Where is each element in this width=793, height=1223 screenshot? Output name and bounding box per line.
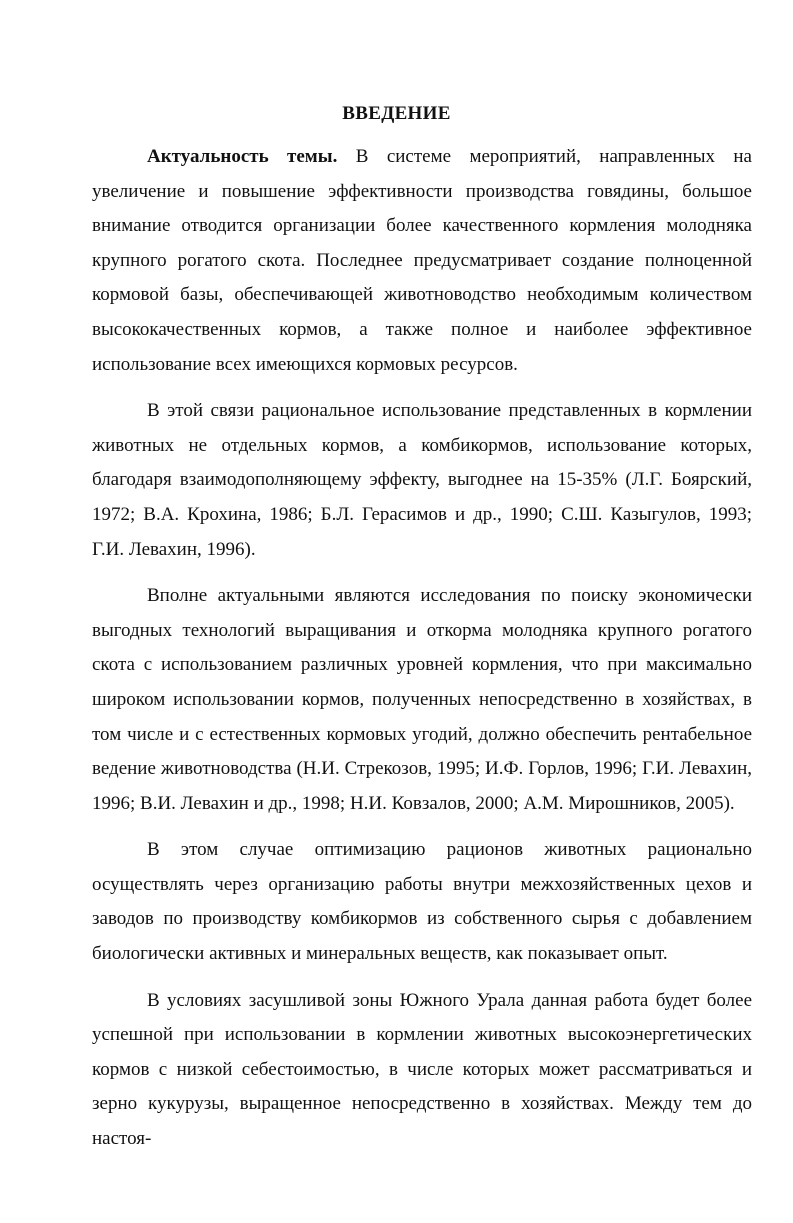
paragraph-text: Вполне актуальными являются исследования по поиску экономически выгодных технологий выращивания и откорма молодняка крупного рогатого скота с использованием различных уровней кормления, что при максимально широком использовании кормов, полученных непосредственно в хозяйствах, в том числе и с естественных кормовых угодий, должно обеспечить рентабельное ведение животноводства (Н.И. Стрекозов, 1995; И.Ф. Горлов, 1996; Г.И. Левахин, 1996; В.И. Левахин и др., 1998; Н.И. Ковзалов, 2000; А.М. Мирошников, 2005). <box>92 585 752 814</box>
paragraph-southern-urals <box>92 984 752 1157</box>
paragraph-relevance <box>92 140 752 382</box>
paragraph-optimization <box>92 833 752 971</box>
paragraph-lead: Актуальность темы. <box>147 146 338 167</box>
paragraph-research <box>92 579 752 821</box>
paragraph-text: В условиях засушливой зоны Южного Урала данная работа будет более успешной при использовании в кормлении животных высокоэнергетических кормов с низкой себестоимостью, в числе которых может рассматриваться и зерно кукурузы, выращенное непосредственно в хозяйствах. Между тем до настоя- <box>92 989 752 1150</box>
page-title: ВВЕДЕНИЕ <box>342 103 451 124</box>
paragraph-text: В этой связи рациональное использование представленных в кормлении животных не отдельных кормов, а комбикормов, использование которых, благодаря взаимодополняющему эффекту, выгоднее на 15-35% (Л.Г. Боярский, 1972; В.А. Крохина, 1986; Б.Л. Герасимов и др., 1990; С.Ш. Казыгулов, 1993; Г.И. Левахин, 1996). <box>92 400 752 560</box>
paragraph-feed-usage <box>92 394 752 567</box>
body-text <box>92 140 752 1157</box>
paragraph-text: В системе мероприятий, направленных на увеличение и повышение эффективности производства говядины, большое внимание отводится организации более качественного кормления молодняка крупного рогатого скота. Последнее предусматривает создание полноценной кормовой базы, обеспечивающей животноводство необходимым количеством высококачественных кормов, а также полное и наиболее эффективное использование всех имеющихся кормовых ресурсов. <box>92 146 752 375</box>
paragraph-text: В этом случае оптимизацию рационов животных рационально осуществлять через организацию работы внутри межхозяйственных цехов и заводов по производству комбикормов из собственного сырья с добавлением биологически активных и минеральных веществ, как показывает опыт. <box>92 839 752 965</box>
